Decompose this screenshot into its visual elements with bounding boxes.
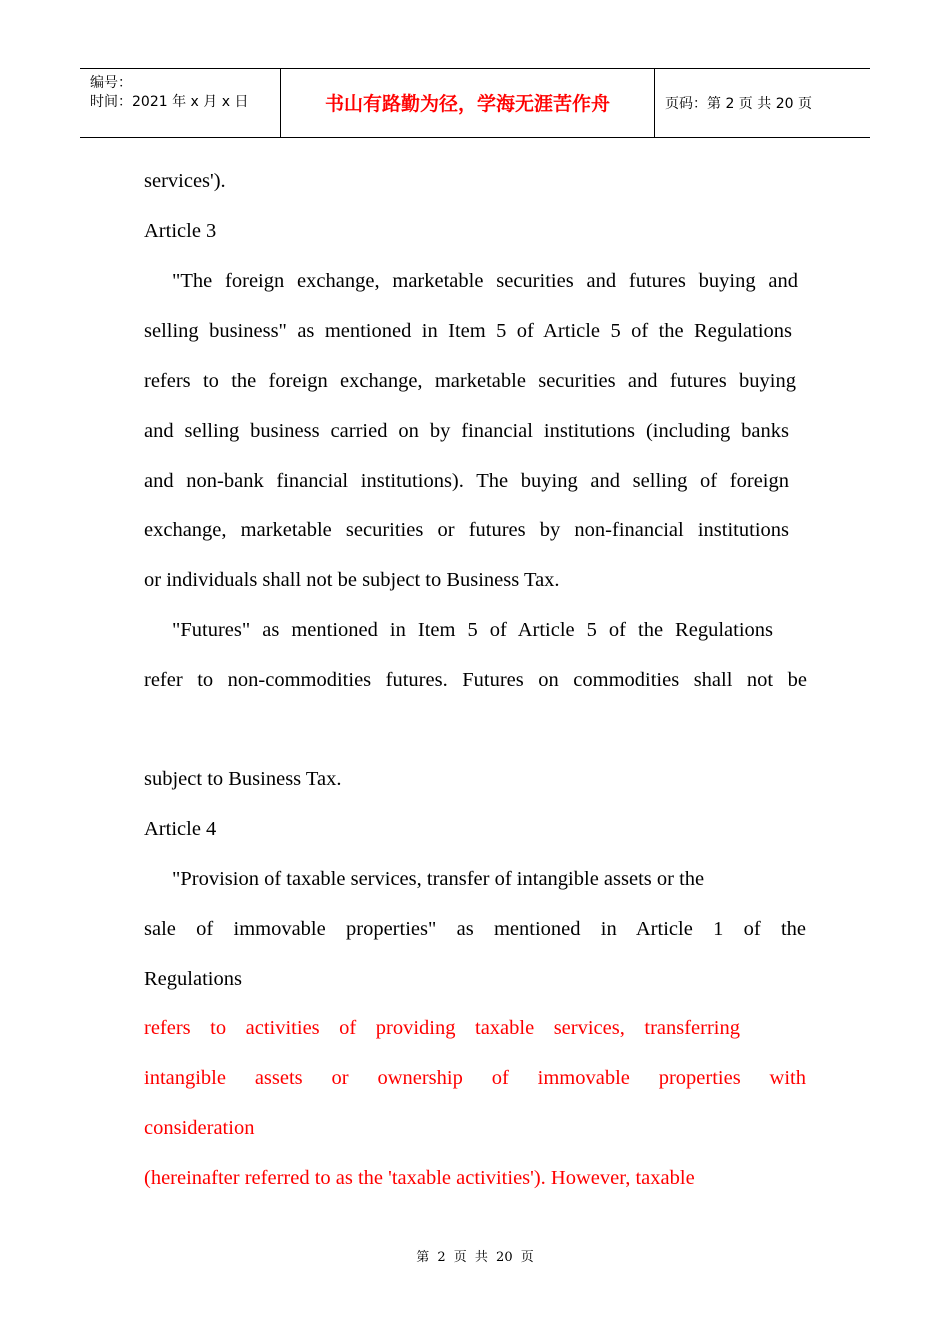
text-line: refers to the foreign exchange, marketable securities and futures buying (144, 370, 796, 392)
text-line: subject to Business Tax. (144, 768, 342, 790)
header-info-cell (80, 69, 281, 137)
text-line: exchange, marketable securities or futures by non-financial institutions (144, 519, 789, 541)
number-label: 编号： (90, 75, 132, 91)
article-heading: Article 4 (144, 818, 217, 840)
highlighted-text-line: refers to activities of providing taxable services, transferring (144, 1017, 740, 1039)
time-label: 时间：2021 年 x 月 x 日 (90, 94, 249, 110)
text-line: and non-bank financial institutions). The buying and selling of foreign (144, 470, 789, 492)
text-line: refer to non-commodities futures. Futures on commodities shall not be (144, 669, 807, 691)
article-heading: Article 3 (144, 220, 217, 242)
header-page-info: 页码：第 2 页 共 20 页 (665, 96, 812, 112)
text-line: services'). (144, 170, 226, 192)
page-footer: 第 2 页 共 20 页 (416, 1250, 534, 1265)
text-line: "Provision of taxable services, transfer of intangible assets or the (172, 868, 705, 890)
page-header (80, 68, 870, 138)
header-motto: 书山有路勤为径，学海无涯苦作舟 (281, 69, 655, 137)
text-line: or individuals shall not be subject to Business Tax. (144, 569, 560, 591)
text-line: sale of immovable properties" as mentioned in Article 1 of the (144, 918, 806, 940)
highlighted-text-line: consideration (144, 1117, 255, 1139)
text-line: "Futures" as mentioned in Item 5 of Article 5 of the Regulations (172, 619, 773, 641)
highlighted-text-line: (hereinafter referred to as the 'taxable activities'). However, taxable (144, 1167, 695, 1189)
text-line: and selling business carried on by financial institutions (including banks (144, 420, 789, 442)
highlighted-text-line: intangible assets or ownership of immovable properties with (144, 1067, 806, 1089)
text-line: Regulations (144, 968, 242, 990)
text-line: "The foreign exchange, marketable securities and futures buying and (172, 270, 798, 292)
text-line: selling business" as mentioned in Item 5 of Article 5 of the Regulations (144, 320, 792, 342)
